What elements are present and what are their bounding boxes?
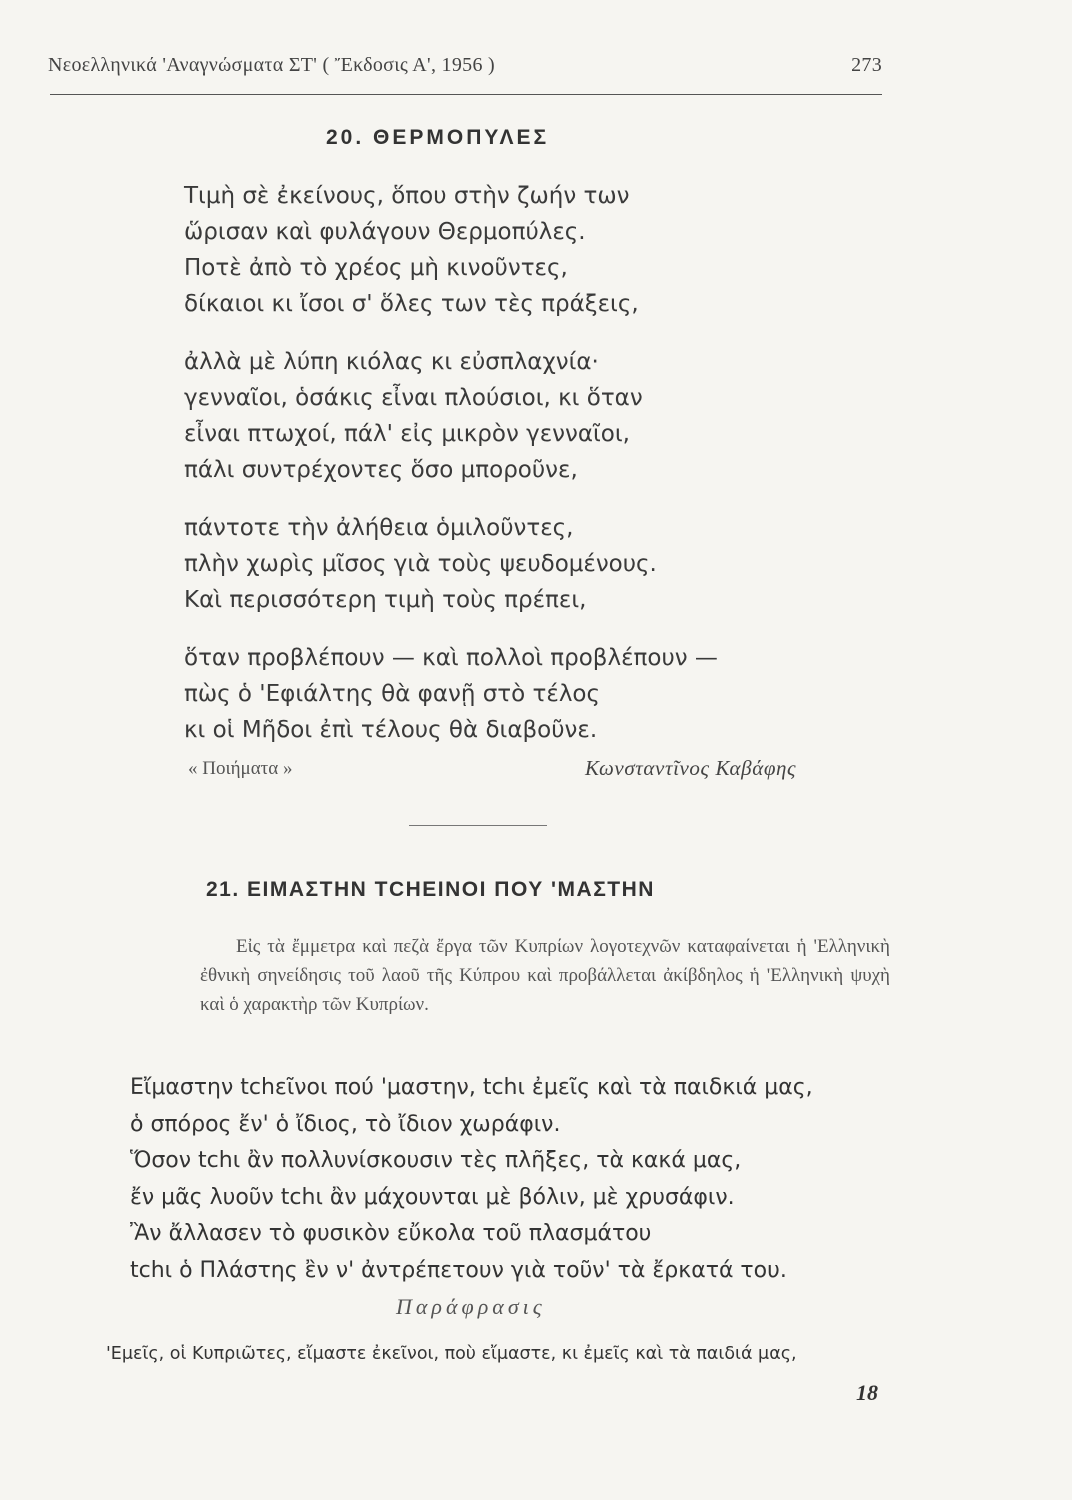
signature-folio: 18 <box>856 1380 878 1405</box>
poem1-stanza-3 <box>184 510 718 618</box>
running-header <box>48 54 886 77</box>
poem-line: κι οἱ Μῆδοι ἐπὶ τέλους θὰ διαβοῦνε. <box>184 717 598 743</box>
poem1-stanza-1 <box>184 178 718 322</box>
header-rule <box>50 94 882 95</box>
poem2-body <box>130 1070 920 1289</box>
poem-line: Καὶ περισσότερη τιμὴ τοὺς πρέπει, <box>184 587 587 613</box>
poem2-intro: Εἰς τὰ ἔμμετρα καὶ πεζὰ ἔργα τῶν Κυπρίων λογοτεχνῶν καταφαίνεται ἡ 'Ελληνικὴ ἐθνικὴ σηνείδησις τοῦ λαοῦ τῆς Κύπρου καὶ προβάλλεται ἀκίβδηλος ἡ 'Ελληνικὴ ψυχὴ καὶ ὁ χαρακτὴρ τῶν Κυπρίων. <box>200 936 890 1015</box>
poem-line: ὥρισαν καὶ φυλάγουν Θερμοπύλες. <box>184 219 586 245</box>
poem-line: Ἂν ἄλλασεν τὸ φυσικὸν εὔκολα τοῦ πλασμάτου <box>130 1221 652 1246</box>
poem-line: γενναῖοι, ὁσάκις εἶναι πλούσιοι, κι ὅταν <box>184 385 643 411</box>
poem-line: ὅταν προβλέπουν — καὶ πολλοὶ προβλέπουν — <box>184 645 718 671</box>
poem-line: Ὅσον tchι ἂν πολλυνίσκουσιν τὲς πλῆξες, τὰ κακά μας, <box>130 1148 742 1173</box>
paraphrase-heading: Παράφρασις <box>396 1294 546 1319</box>
poem1-stanza-4 <box>184 640 718 748</box>
poem-line: εἶναι πτωχοί, πάλ' εἰς μικρὸν γενναῖοι, <box>184 421 630 447</box>
poem2-title: 21. ΕΙΜΑΣΤΗΝ ΤCHΕΙΝΟΙ ΠΟΥ 'ΜΑΣΤΗΝ <box>206 878 655 901</box>
poem-line: ὁ σπόρος ἔν' ὁ ἴδιος, τὸ ἴδιον χωράφιν. <box>130 1111 561 1137</box>
poem-line: πὼς ὁ 'Εφιάλτης θὰ φανῇ στὸ τέλος <box>184 681 600 707</box>
poem-line: Εἴμαστην tchεῖνοι πού 'μαστην, tchι ἐμεῖς καὶ τὰ παιδκιά μας, <box>130 1075 813 1100</box>
poem1-body <box>184 178 718 770</box>
poem-line: πάντοτε τὴν ἀλήθεια ὁμιλοῦντες, <box>184 515 574 541</box>
poem-line: πλὴν χωρὶς μῖσος γιὰ τοὺς ψευδομένους. <box>184 551 657 577</box>
poem-line: δίκαιοι κι ἴσοι σ' ὅλες των τὲς πράξεις, <box>184 291 639 317</box>
poem1-source: « Ποιήματα » <box>188 758 293 779</box>
poem1-title: 20. ΘΕΡΜΟΠΥΛΕΣ <box>326 126 550 149</box>
poem-line: Ποτὲ ἀπὸ τὸ χρέος μὴ κινοῦντες, <box>184 255 568 281</box>
page-number: 273 <box>851 54 882 76</box>
poem-line: πάλι συντρέχοντες ὅσο μποροῦνε, <box>184 457 578 483</box>
poem1-author: Κωνσταντῖνος Καβάφης <box>585 756 797 780</box>
poem-line: ἀλλὰ μὲ λύπη κιόλας κι εὐσπλαχνία· <box>184 349 599 375</box>
running-title: Νεοελληνικά 'Αναγνώσματα ΣΤ' ( Ἔκδοσις Α', 1956 ) <box>48 54 496 76</box>
poem-line: Τιμὴ σὲ ἐκείνους, ὅπου στὴν ζωήν των <box>184 183 630 209</box>
paraphrase-text: 'Εμεῖς, οἱ Κυπριῶτες, εἴμαστε ἐκεῖνοι, ποὺ εἴμαστε, κι ἐμεῖς καὶ τὰ παιδιά μας, <box>106 1344 797 1364</box>
poem-line: ἔν μᾶς λυοῦν tchι ἂν μάχουνται μὲ βόλιν, μὲ χρυσάφιν. <box>130 1184 735 1210</box>
section-separator <box>409 825 547 826</box>
poem-line: tchι ὁ Πλάστης ἒν ν' ἀντρέπετουν γιὰ τοῦν' τὰ ἔρκατά του. <box>130 1257 787 1283</box>
poem1-stanza-2 <box>184 344 718 488</box>
